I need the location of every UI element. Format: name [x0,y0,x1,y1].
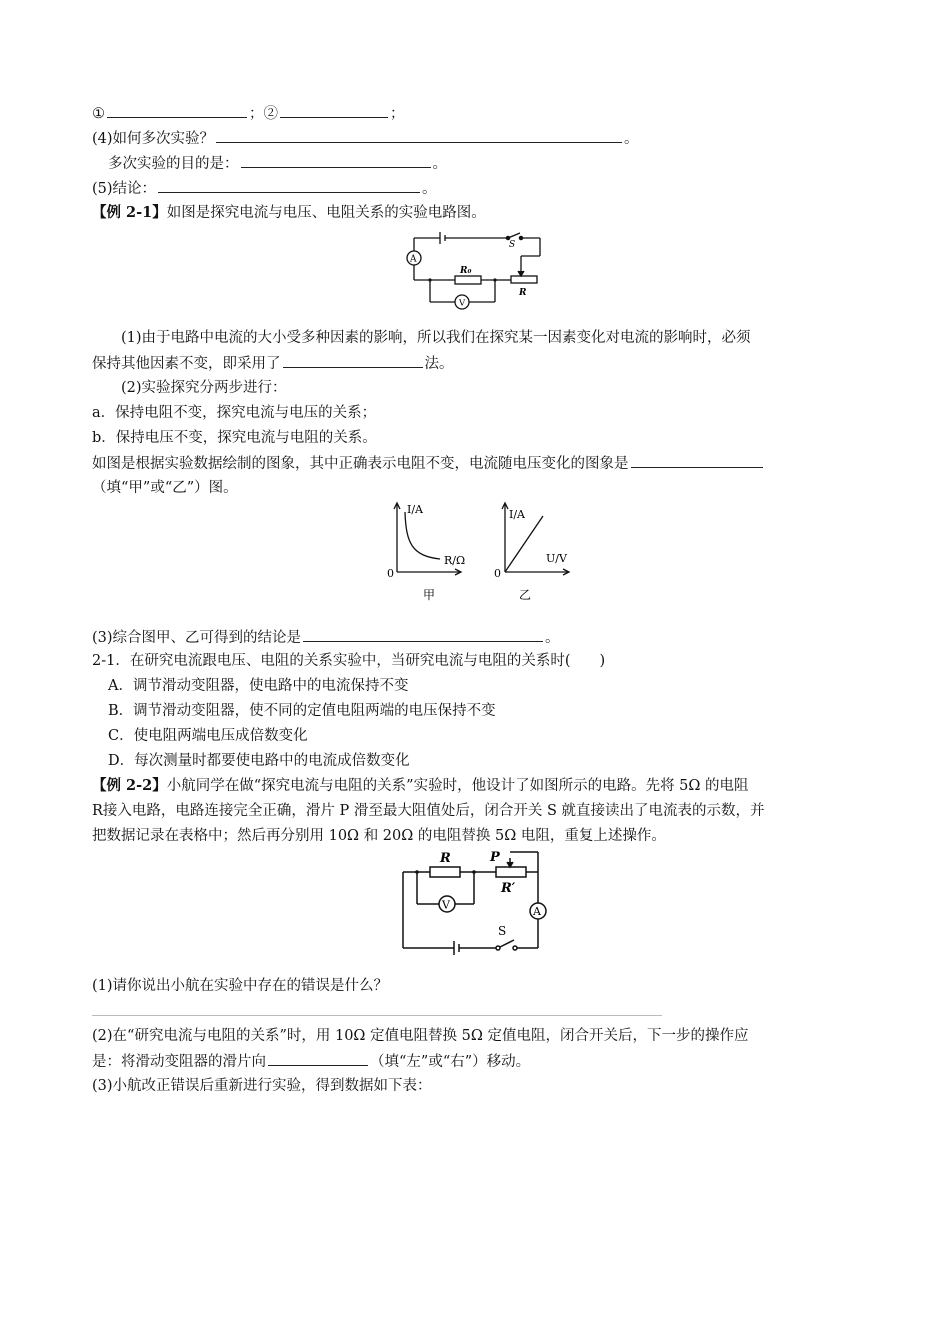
e2-q2-line-1: (2)在“研究电流与电阻的关系”时，用 10Ω 定值电阻替换 5Ω 定值电阻，闭合开关后，下一步的操作应 [92,1028,749,1044]
switch-pivot-2 [496,946,500,950]
answer-blank[interactable] [216,128,622,143]
resistor-r0 [455,276,481,284]
q3: (3)综合图甲、乙可得到的结论是 。 [92,627,560,648]
answer-blank[interactable] [107,103,247,118]
r-label: R [440,851,451,866]
question-4-purpose: 多次实验的目的是： 。 [108,153,447,174]
switch-label: S [509,240,516,250]
answer-blank[interactable] [158,178,420,193]
q2-fill-hint: （填“甲”或“乙”）图。 [92,480,238,496]
e2-q1: (1)请你说出小航在实验中存在的错误是什么？ [92,978,389,994]
e2-q2-line-2: 是：将滑动变阻器的滑片向 （填“左”或“右”）移动。 [92,1051,530,1072]
example-2-2-line-2: R接入电路，电路连接完全正确，滑片 P 滑至最大阻值处后，闭合开关 S 就直接读出了电流表的示数，并 [92,803,765,819]
graphs-jia-yi [378,498,578,608]
answer-blank[interactable] [268,1051,368,1066]
q1-line-1: (1)由于电路中电流的大小受多种因素的影响，所以我们在探究某一因素变化对电流的影响时，必须 [121,330,751,346]
yi-line [505,516,543,572]
example-2-1-heading: 【例 2-1】如图是探究电流与电压、电阻关系的实验电路图。 [92,204,486,221]
jia-curve [405,512,440,559]
ammeter-label: A [410,254,417,265]
circuit-diagram-1 [400,226,550,316]
example-2-2-line-3: 把数据记录在表格中；然后再分别用 10Ω 和 20Ω 的电阻替换 5Ω 电阻，重复上述操作。 [92,828,666,844]
yi-caption: 乙 [519,588,532,602]
blank-line-1: ① ；② ； [92,103,405,124]
e2-q3: (3)小航改正错误后重新进行实验，得到数据如下表： [92,1078,432,1094]
option-b[interactable]: B．调节滑动变阻器，使不同的定值电阻两端的电压保持不变 [108,703,496,719]
step-a: a．保持电阻不变，探究电流与电压的关系； [92,405,377,421]
switch-lever [508,233,520,238]
step-b: b．保持电压不变，探究电流与电阻的关系。 [92,430,377,446]
q2-heading: (2)实验探究分两步进行： [121,380,287,396]
option-c[interactable]: C．使电阻两端电压成倍数变化 [108,728,308,744]
p-label: P [490,850,500,865]
rheostat-r-prime [496,867,526,877]
circled-two: ；② [249,106,278,122]
answer-blank[interactable] [303,627,543,642]
circuit-diagram-2 [398,848,554,956]
switch-label-2: S [498,924,507,938]
rheostat-body [511,276,537,283]
yi-x-label: U/V [546,552,567,565]
jia-origin: 0 [387,567,394,580]
jia-caption: 甲 [423,588,436,602]
rheostat-label: R [519,288,527,298]
answer-blank[interactable] [280,103,388,118]
answer-blank[interactable] [241,153,431,168]
r0-label: R₀ [460,266,472,276]
answer-line[interactable] [92,1015,662,1016]
example-2-2-line-1: 【例 2-2】小航同学在做“探究电流与电阻的关系”实验时，他设计了如图所示的电路。先将 5Ω 的电阻 [92,777,749,794]
option-d[interactable]: D．每次测量时都要使电路中的电流成倍数变化 [108,753,410,769]
yi-y-label: I/A [509,508,525,521]
yi-origin: 0 [494,567,501,580]
question-4: (4)如何多次实验？ 。 [92,128,639,149]
example-tag: 【例 2-2】 [92,777,167,794]
circled-one: ① [92,106,105,122]
problem-2-1: 2-1．在研究电流跟电压、电阻的关系实验中，当研究电流与电阻的关系时( ) [92,653,606,669]
switch-lever-2 [500,940,514,947]
option-a[interactable]: A．调节滑动变阻器，使电路中的电流保持不变 [108,678,409,694]
r-prime-label: R′ [501,881,516,896]
q2-graph-question: 如图是根据实验数据绘制的图象，其中正确表示电阻不变，电流随电压变化的图象是 [92,453,765,474]
ammeter-label-2: A [533,905,541,918]
jia-x-label: R/Ω [444,554,466,567]
resistor-r [430,867,460,877]
voltmeter-label: V [459,298,466,309]
answer-blank[interactable] [283,353,423,368]
jia-y-label: I/A [407,503,423,516]
example-tag: 【例 2-1】 [92,204,167,221]
q1-line-2: 保持其他因素不变，即采用了 法。 [92,353,454,374]
answer-blank[interactable] [631,453,763,468]
question-5: (5)结论： 。 [92,178,437,199]
voltmeter-label-2: V [442,898,450,912]
